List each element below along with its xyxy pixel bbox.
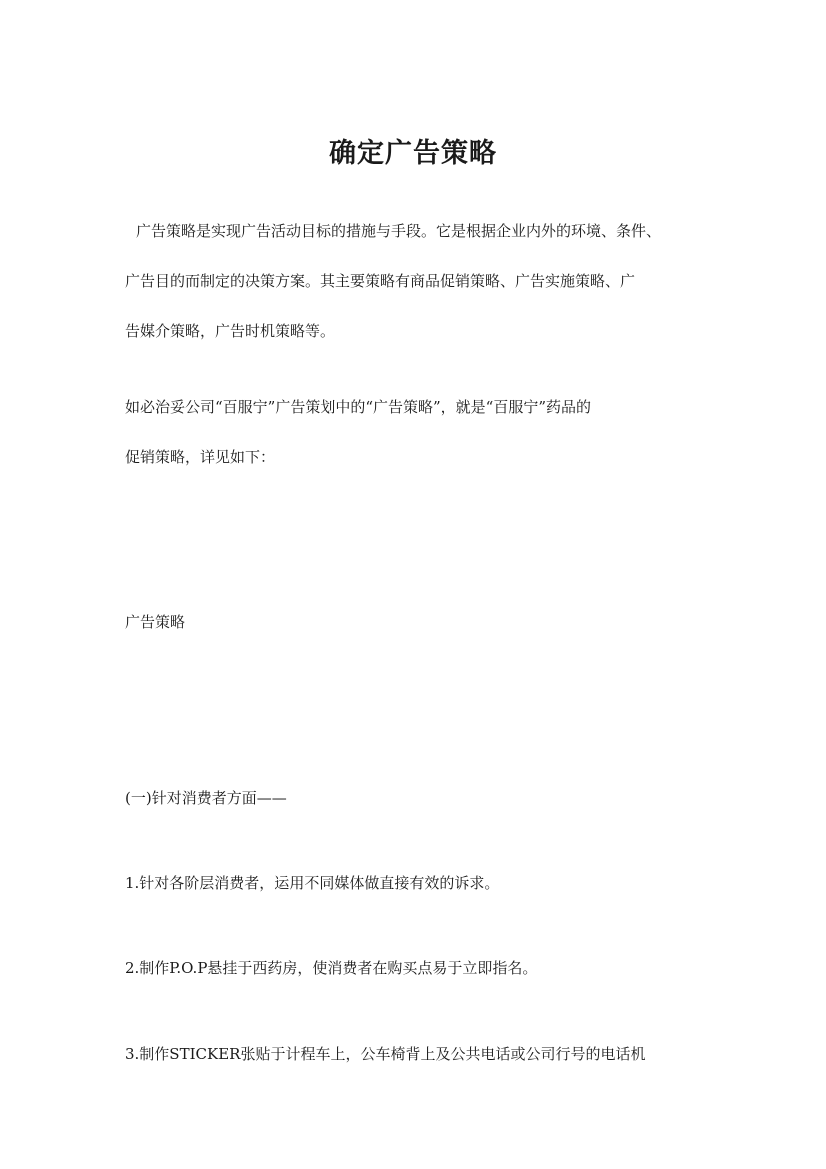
list-item	[125, 870, 715, 896]
section-heading	[125, 609, 715, 635]
paragraph-line: 3.制作STICKER张贴于计程车上，公车椅背上及公共电话或公司行号的电话机	[125, 1045, 646, 1063]
paragraph-line: 促销策略，详见如下：	[125, 448, 276, 466]
paragraph-line: 如必治妥公司“百服宁”广告策划中的“广告策略”，就是“百服宁”药品的	[125, 398, 592, 416]
intro-paragraph	[125, 218, 715, 368]
list-item	[125, 955, 715, 981]
example-paragraph	[125, 394, 715, 494]
paragraph-line: 2.制作P.O.P悬挂于西药房，使消费者在购买点易于立即指名。	[125, 959, 538, 977]
paragraph-line: 广告策略	[125, 613, 186, 631]
paragraph-line: 广告目的而制定的决策方案。其主要策略有商品促销策略、广告实施策略、广	[125, 272, 636, 290]
subsection-heading	[125, 785, 715, 811]
list-item	[125, 1041, 715, 1067]
paragraph-line: 广告策略是实现广告活动目标的措施与手段。它是根据企业内外的环境、条件、	[136, 222, 662, 240]
page-title: 确定广告策略	[329, 138, 497, 170]
paragraph-line: (一)针对消费者方面——	[125, 789, 287, 807]
paragraph-line: 告媒介策略，广告时机策略等。	[125, 322, 336, 340]
paragraph-line: 1.针对各阶层消费者，运用不同媒体做直接有效的诉求。	[125, 874, 500, 892]
